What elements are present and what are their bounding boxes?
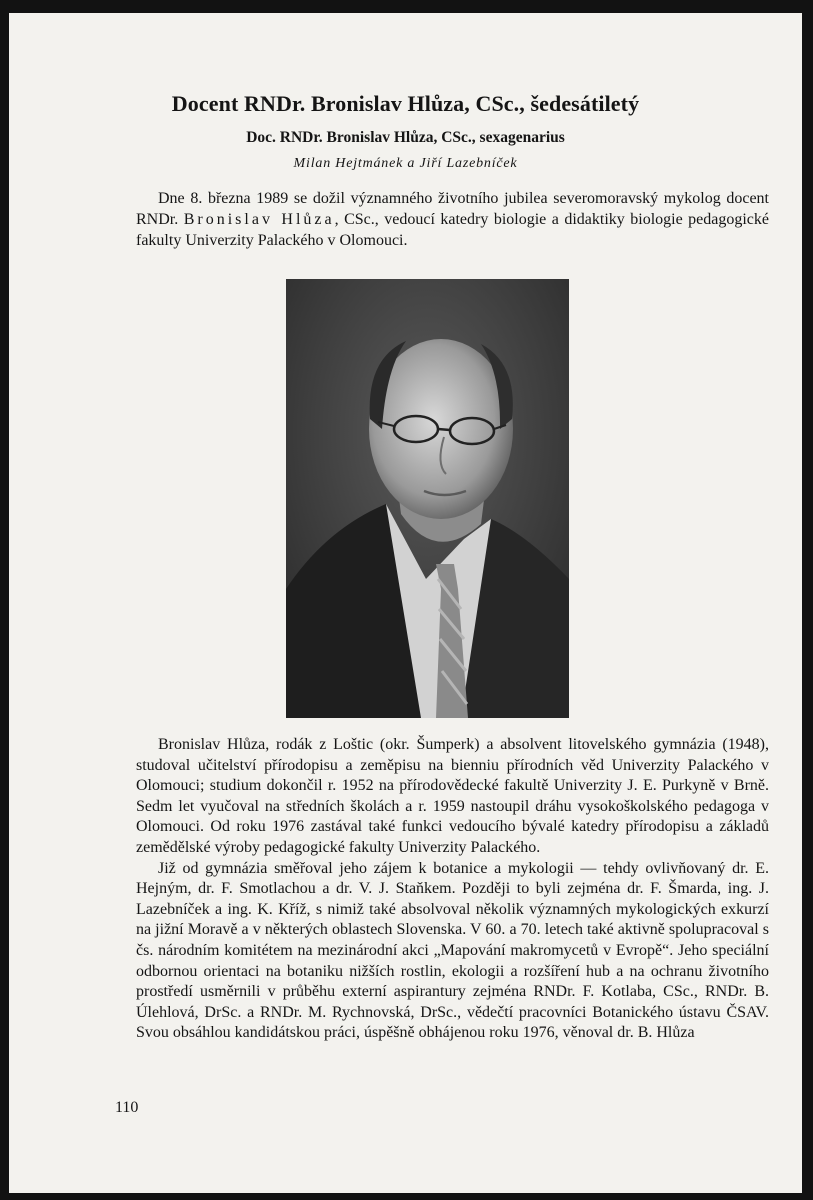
- intro-text-end: , CSc., vedoucí katedry biologie a didaktiky biologie pedagogické fakulty Univerzity Palackého v Olomouci.: [136, 211, 770, 249]
- body-paragraph-2: Již od gymnázia směřoval jeho zájem k botanice a mykologii — tehdy ovlivňovaný dr. E. Hejným, dr. F. Smotlachou a dr. V. J. Staňkem. Později to byli zejména dr. F. Šmarda, ing. J. Lazebníček a ing. K. Kříž, s nimiž také absolvoval několik významných mykologických exkurzí na jižní Moravě a v některých oblastech Slovenska. V 60. a 70. letech také aktivně spolupracoval s čs. národním komitétem na mezinárodní akci „Mapování makromycetů v Evropě“. Jeho speciální odbornou orientaci na botaniku nižších rostlin, ekologii a rozšíření hub a na ochranu životního prostředí usměrnili v průběhu externí aspirantury zejména RNDr. F. Kotlaba, CSc., RNDr. B. Úlehlová, DrSc. a RNDr. M. Rychnovská, DrSc., vědečtí pracovníci Botanického ústavu ČSAV. Svou obsáhlou kandidátskou práci, úspěšně obhájenou roku 1976, věnoval dr. B. Hlůza: [136, 859, 769, 1042]
- article-title: Docent RNDr. Bronislav Hlůza, CSc., šedesátiletý: [171, 91, 640, 116]
- body-paragraph-1: Bronislav Hlůza, rodák z Loštic (okr. Šumperk) a absolvent litovelského gymnázia (1948), studoval učitelství přírodopisu a zeměpisu na bienniu přírodních věd Univerzity Palackého v Olomouci; studium dokončil r. 1952 na přírodovědecké fakultě Univerzity J. E. Purkyně v Brně. Sedm let vyučoval na středních školách a r. 1959 nastoupil dráhu vysokoškolského pedagoga v Olomouci. Od roku 1976 zastával také funkci vedoucího bývalé katedry přírodopisu a základů zemědělské výroby pedagogické fakulty Univerzity Palackého.: [136, 736, 769, 856]
- intro-text-start: Dne 8. března 1989 se dožil významného životního jubilea severomoravský mykolog docent RNDr.: [136, 190, 769, 228]
- article-authors: Milan Hejtmánek a Jiří Lazebníček: [293, 156, 518, 171]
- page-number: 110: [115, 1099, 139, 1116]
- intro-spaced-name: Bronislav Hlůza: [183, 211, 335, 228]
- article-latin-subtitle: Doc. RNDr. Bronislav Hlůza, CSc., sexagenarius: [246, 129, 565, 146]
- article-body: [136, 735, 769, 1044]
- intro-paragraph: [136, 188, 769, 251]
- portrait-photo: [286, 279, 569, 718]
- journal-page: [9, 13, 802, 1193]
